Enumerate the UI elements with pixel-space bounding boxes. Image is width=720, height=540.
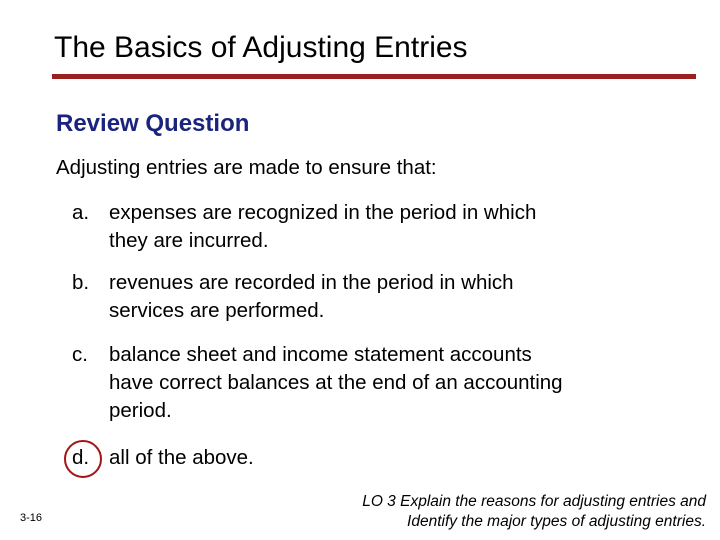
option-text-line: period.: [109, 399, 172, 422]
option-text-line: they are incurred.: [109, 229, 269, 252]
option-text-line: all of the above.: [109, 446, 254, 469]
option-text-line: balance sheet and income statement accounts: [109, 343, 532, 366]
learning-objective-line: Identify the major types of adjusting entries.: [407, 513, 706, 530]
option-text-line: have correct balances at the end of an accounting: [109, 371, 563, 394]
option-letter: c.: [72, 343, 88, 366]
answer-option-b: [72, 269, 514, 325]
correct-answer-circle: [64, 440, 102, 478]
option-letter: b.: [72, 271, 90, 294]
title-divider: [52, 74, 696, 79]
answer-option-a: [72, 199, 536, 255]
option-text-line: expenses are recognized in the period in which: [109, 201, 537, 224]
option-text-line: services are performed.: [109, 299, 325, 322]
section-heading: Review Question: [56, 110, 250, 137]
learning-objective-note: [362, 492, 706, 532]
option-letter: a.: [72, 201, 90, 224]
answer-option-c: [72, 341, 563, 425]
learning-objective-line: LO 3 Explain the reasons for adjusting entries and: [362, 493, 706, 510]
option-text-line: revenues are recorded in the period in which: [109, 271, 514, 294]
question-text: Adjusting entries are made to ensure that:: [56, 156, 437, 179]
option-letter: d.: [72, 446, 90, 469]
page-number: 3-16: [20, 512, 43, 524]
slide-title: The Basics of Adjusting Entries: [54, 31, 468, 64]
